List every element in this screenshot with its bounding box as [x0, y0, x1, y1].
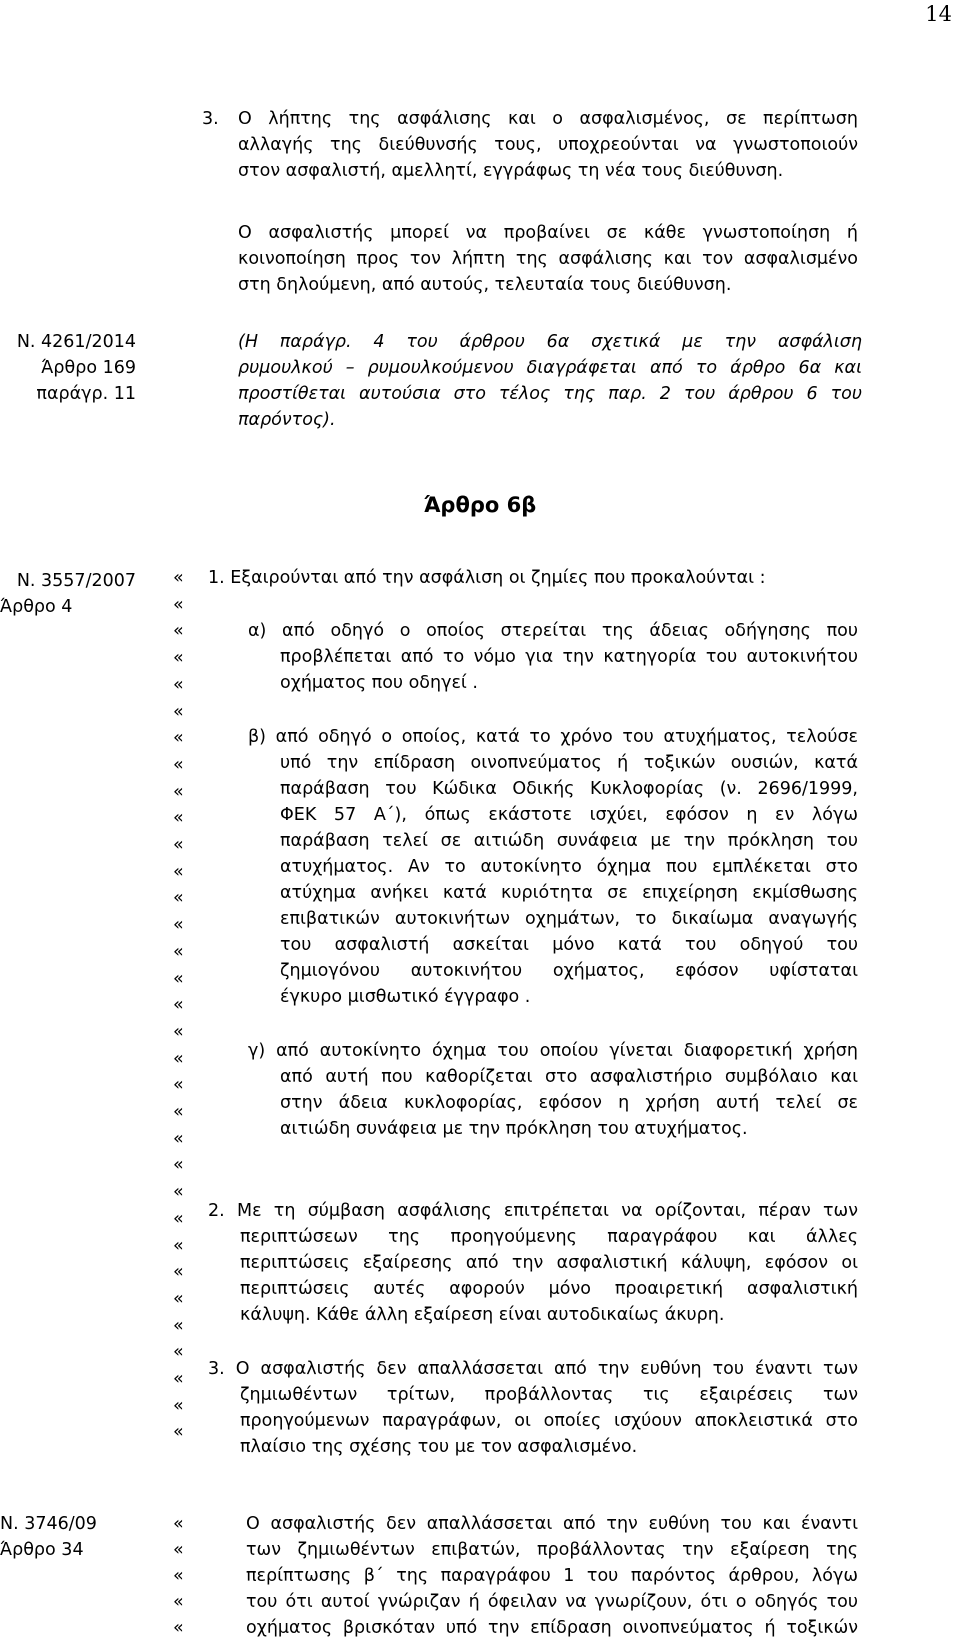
paragraph-line: στην άδεια κυκλοφορίας, εφόσον η χρήση αυτή τελεί σε [280, 1093, 858, 1113]
quote-mark: « [173, 1342, 184, 1362]
quote-mark: « [173, 1075, 184, 1095]
paragraph-line: ζημιογόνου αυτοκινήτου οχήματος, εφόσον υφίσταται [280, 961, 858, 981]
margin-reference-line: Ν. 3557/2007 [16, 571, 136, 591]
quote-mark: « [173, 1396, 184, 1416]
quote-mark: « [173, 1182, 184, 1202]
note-line: προστίθεται αυτούσια στο τέλος της παρ. 2 του άρθρου 6 του [238, 384, 862, 404]
quote-mark: « [173, 1049, 184, 1069]
margin-reference-line: παράγρ. 11 [36, 384, 136, 404]
paragraph-line: γ) από αυτοκίνητο όχημα του οποίου γίνεται διαφορετική χρήση [248, 1041, 858, 1061]
paragraph-line: περίπτωσης β΄ της παραγράφου 1 του παρόντος άρθρου, λόγω [246, 1566, 858, 1586]
paragraph-line: περιπτώσεις αυτές αφορούν μόνο προαιρετική ασφαλιστική [240, 1279, 858, 1299]
paragraph-line: υπό την επίδραση οινοπνεύματος ή τοξικών ουσιών, κατά [280, 753, 858, 773]
quote-mark: « [173, 1102, 184, 1122]
paragraph-line: παράβαση τελεί σε αιτιώδη συνάφεια με την πρόκληση του [280, 831, 858, 851]
quote-mark: « [173, 1540, 184, 1560]
quote-mark: « [173, 1618, 184, 1638]
quote-mark: « [173, 1155, 184, 1175]
quote-mark: « [173, 1592, 184, 1612]
paragraph-line: κοινοποίηση προς τον λήπτη της ασφάλισης και τον ασφαλισμένο [238, 249, 858, 269]
paragraph-line: περιπτώσεων της προηγούμενης παραγράφου και άλλες [240, 1227, 858, 1247]
paragraph-line: 3. Ο ασφαλιστής δεν απαλλάσσεται από την ευθύνη του έναντι των [208, 1359, 858, 1379]
quote-mark: « [173, 1022, 184, 1042]
quote-mark: « [173, 942, 184, 962]
paragraph-line: επιβατικών αυτοκινήτων οχημάτων, το δικαίωμα αναγωγής [280, 909, 858, 929]
quote-mark: « [173, 1422, 184, 1442]
quote-mark: « [173, 915, 184, 935]
quote-mark: « [173, 808, 184, 828]
quote-mark: « [173, 1129, 184, 1149]
paragraph-number: 3. [202, 109, 219, 129]
margin-reference-line: Άρθρο 169 [41, 358, 136, 378]
quote-mark: « [173, 995, 184, 1015]
quote-mark: « [173, 621, 184, 641]
quote-mark: « [173, 1236, 184, 1256]
quote-mark: « [173, 862, 184, 882]
paragraph-line: προηγούμενων παραγράφων, οι οποίες ισχύουν αποκλειστικά στο [240, 1411, 858, 1431]
page-number: 14 [925, 2, 952, 26]
paragraph-line: ατύχημα ανήκει κατά κυριότητα σε επιχείρηση εκμίσθωσης [280, 883, 858, 903]
paragraph-line: από αυτή που καθορίζεται στο ασφαλιστήριο συμβόλαιο και [280, 1067, 858, 1087]
paragraph-line: Ο λήπτης της ασφάλισης και ο ασφαλισμένος, σε περίπτωση [238, 109, 858, 129]
paragraph-line: παράβαση του Κώδικα Οδικής Κυκλοφορίας (ν. 2696/1999, [280, 779, 858, 799]
paragraph-line: προβλέπεται από το νόμο για την κατηγορία του αυτοκινήτου [280, 647, 858, 667]
note-line: παρόντος). [238, 410, 336, 430]
quote-mark: « [173, 1209, 184, 1229]
paragraph-line: πλαίσιο της σχέσης του με τον ασφαλισμένο. [240, 1437, 638, 1457]
quote-mark: « [173, 1289, 184, 1309]
quote-mark: « [173, 1566, 184, 1586]
quote-mark: « [173, 568, 184, 588]
paragraph-line: 2. Με τη σύμβαση ασφάλισης επιτρέπεται να ορίζονται, πέραν των [208, 1201, 858, 1221]
quote-mark: « [173, 835, 184, 855]
quote-mark: « [173, 675, 184, 695]
margin-reference-line: Άρθρο 4 [0, 597, 73, 617]
quote-mark: « [173, 1262, 184, 1282]
paragraph-line: έγκυρο μισθωτικό έγγραφο . [280, 987, 531, 1007]
note-line: ρυμουλκού – ρυμουλκούμενου διαγράφεται από το άρθρο 6α και [238, 358, 862, 378]
quote-mark: « [173, 969, 184, 989]
paragraph-line: κάλυψη. Κάθε άλλη εξαίρεση είναι αυτοδικαίως άκυρη. [240, 1305, 725, 1325]
quote-mark: « [173, 728, 184, 748]
paragraph-line: περιπτώσεις εξαίρεσης από την ασφαλιστική κάλυψη, εφόσον οι [240, 1253, 858, 1273]
paragraph-line: Ο ασφαλιστής δεν απαλλάσσεται από την ευθύνη του και έναντι [246, 1514, 858, 1534]
note-line: (Η παράγρ. 4 του άρθρου 6α σχετικά με την ασφάλιση [238, 332, 862, 352]
quote-mark: « [173, 755, 184, 775]
paragraph-line: αλλαγής της διεύθυνσής τους, υποχρεούνται να γνωστοποιούν [238, 135, 858, 155]
paragraph-line: α) από οδηγό ο οποίος στερείται της άδειας οδήγησης που [248, 621, 858, 641]
paragraph-line: Ο ασφαλιστής μπορεί να προβαίνει σε κάθε γνωστοποίηση ή [238, 223, 858, 243]
paragraph-line: οχήματος βρισκόταν υπό την επίδραση οινοπνεύματος ή τοξικών [246, 1618, 858, 1638]
paragraph-line: ζημιωθέντων τρίτων, προβάλλοντας τις εξαιρέσεις των [240, 1385, 858, 1405]
quote-mark: « [173, 782, 184, 802]
quote-mark: « [173, 1514, 184, 1534]
quote-mark: « [173, 888, 184, 908]
paragraph-line: οχήματος που οδηγεί . [280, 673, 478, 693]
quote-mark: « [173, 1369, 184, 1389]
paragraph-line: του ασφαλιστή ασκείται μόνο κατά του οδηγού του [280, 935, 858, 955]
margin-reference-line: Ν. 3746/09 [0, 1514, 97, 1534]
paragraph-line: 1. Εξαιρούνται από την ασφάλιση οι ζημίες που προκαλούνται : [208, 568, 766, 588]
paragraph-line: ΦΕΚ 57 Α΄), όπως εκάστοτε ισχύει, εφόσον η εν λόγω [280, 805, 858, 825]
paragraph-line: ατυχήματος. Αν το αυτοκίνητο όχημα που εμπλέκεται στο [280, 857, 858, 877]
paragraph-line: του ότι αυτοί γνώριζαν ή όφειλαν να γνωρίζουν, ότι ο οδηγός του [246, 1592, 858, 1612]
quote-mark: « [173, 1316, 184, 1336]
quote-mark: « [173, 702, 184, 722]
quote-mark: « [173, 595, 184, 615]
article-heading: Άρθρο 6β [423, 493, 537, 517]
paragraph-line: αιτιώδη συνάφεια με την πρόκληση του ατυχήματος. [280, 1119, 748, 1139]
quote-mark: « [173, 648, 184, 668]
paragraph-line: των ζημιωθέντων επιβατών, προβάλλοντας την εξαίρεση της [246, 1540, 858, 1560]
paragraph-line: β) από οδηγό ο οποίος, κατά το χρόνο του ατυχήματος, τελούσε [248, 727, 858, 747]
margin-reference-line: Ν. 4261/2014 [16, 332, 136, 352]
paragraph-line: στη δηλούμενη, από αυτούς, τελευταία τους διεύθυνση. [238, 275, 732, 295]
margin-reference-line: Άρθρο 34 [0, 1540, 84, 1560]
paragraph-line: στον ασφαλιστή, αμελλητί, εγγράφως τη νέα τους διεύθυνση. [238, 161, 784, 181]
